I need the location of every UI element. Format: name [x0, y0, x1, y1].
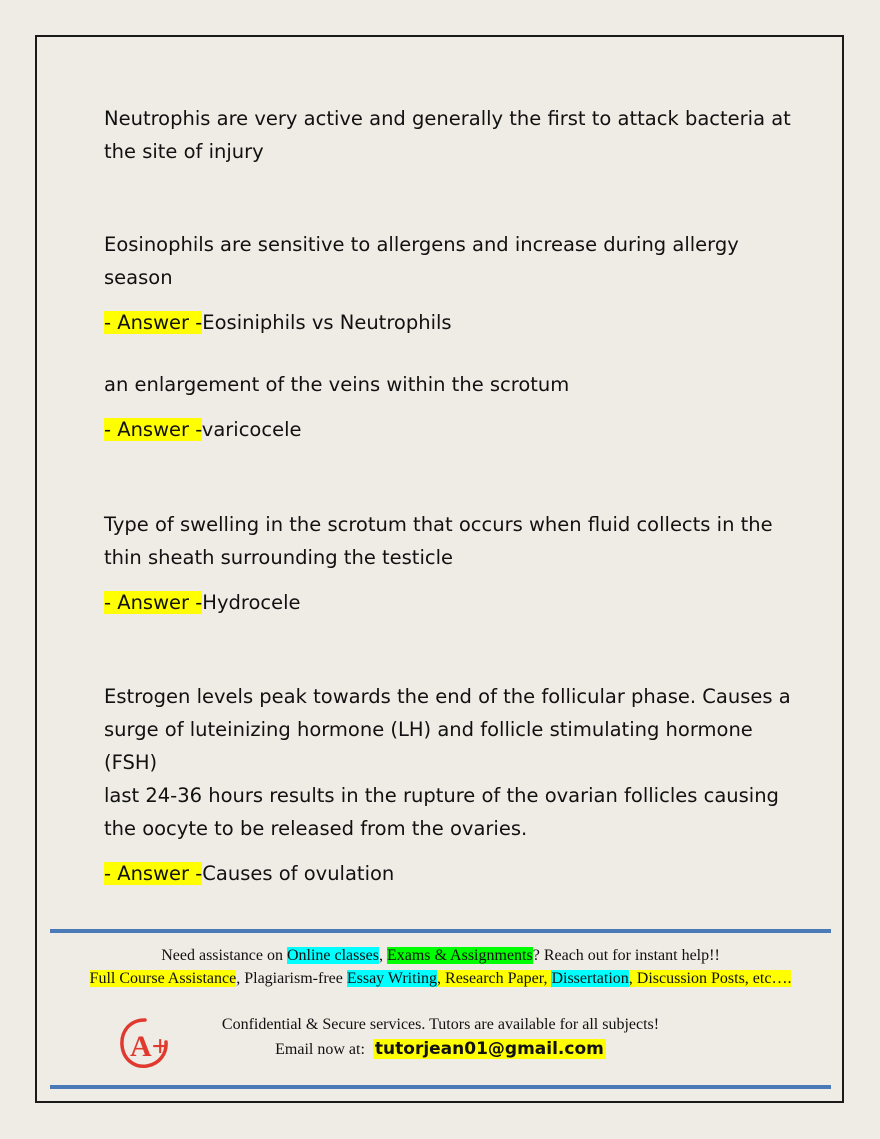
- footer-top-rule: [50, 929, 831, 933]
- question-text: [104, 368, 569, 401]
- dissertation-highlight: Dissertation: [551, 970, 629, 987]
- a-plus-logo-icon: [116, 1014, 174, 1072]
- essay-writing-highlight: Essay Writing: [346, 970, 438, 987]
- footer-text: ? Reach out for instant help!!: [532, 947, 720, 964]
- answer-prefix: - Answer -: [104, 418, 202, 441]
- qa-item-5: [104, 680, 794, 890]
- question-line: thin sheath surrounding the testicle: [104, 546, 454, 569]
- answer-text: Hydrocele: [202, 591, 301, 614]
- question-line: last 24-36 hours results in the rupture of the ovarian follicles causing: [104, 784, 779, 807]
- qa-item-2: [104, 228, 794, 339]
- full-course-highlight: Full Course Assistance: [89, 970, 237, 987]
- footer-text: ,: [628, 970, 637, 987]
- exams-assignments-highlight: Exams & Assignments: [386, 947, 533, 964]
- answer-prefix: - Answer -: [104, 591, 203, 614]
- question-line: surge of luteinizing hormone (LH) and follicle stimulating hormone (FSH): [104, 718, 753, 774]
- research-paper-highlight: Research Paper,: [445, 970, 552, 987]
- footer-text: ,: [378, 947, 387, 964]
- footer-text: ,: [437, 970, 446, 987]
- answer-line: [104, 306, 794, 339]
- question-text: [104, 228, 794, 294]
- answer-text: varicocele: [201, 418, 302, 441]
- question-line: an enlargement of the veins within the scrotum: [104, 373, 570, 396]
- question-line: Estrogen levels peak towards the end of the follicular phase. Causes a: [104, 685, 791, 708]
- question-text: [104, 102, 791, 168]
- question-line: Type of swelling in the scrotum that occurs when fluid collects in the: [104, 513, 773, 536]
- answer-prefix: - Answer -: [104, 311, 203, 334]
- answer-prefix: - Answer -: [104, 862, 203, 885]
- email-label: Email now at:: [275, 1041, 365, 1058]
- footer-text: , Plagiarism-free: [236, 970, 347, 987]
- footer-text: Need assistance on: [161, 947, 287, 964]
- question-line: Neutrophis are very active and generally the first to attack bacteria at: [104, 107, 791, 130]
- question-text: [104, 508, 773, 574]
- footer-promo-line-1: [50, 944, 831, 967]
- answer-line: [104, 857, 794, 890]
- footer-bottom-rule: [50, 1085, 831, 1089]
- question-text: [104, 680, 794, 845]
- answer-text: Eosiniphils vs Neutrophils: [202, 311, 452, 334]
- qa-item-3: [104, 368, 569, 446]
- answer-line: [104, 413, 569, 446]
- question-line: the oocyte to be released from the ovaries.: [104, 817, 528, 840]
- question-line: the site of injury: [104, 140, 264, 163]
- qa-item-1: [104, 102, 791, 168]
- logo-text: A+: [130, 1030, 169, 1063]
- discussion-posts-highlight: Discussion Posts, etc….: [636, 970, 792, 987]
- qa-item-4: [104, 508, 773, 619]
- email-address[interactable]: tutorjean01@gmail.com: [374, 1039, 604, 1059]
- online-classes-highlight: Online classes: [286, 947, 379, 964]
- footer-promo-line-2: [50, 967, 831, 990]
- answer-line: [104, 586, 773, 619]
- question-line: Eosinophils are sensitive to allergens and increase during allergy season: [104, 233, 739, 289]
- answer-text: Causes of ovulation: [202, 862, 395, 885]
- footer-text: Confidential & Secure services. Tutors are available for all subjects!: [221, 1016, 660, 1033]
